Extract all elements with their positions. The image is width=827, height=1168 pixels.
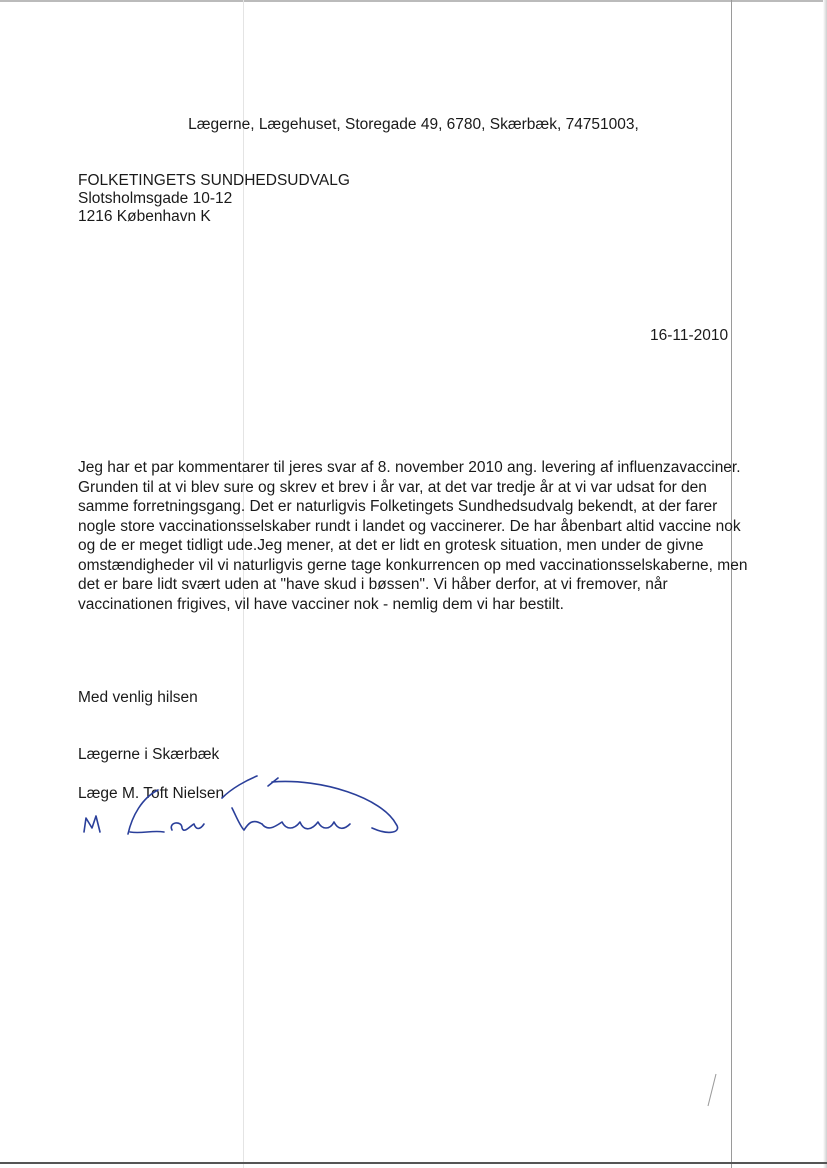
recipient-name: FOLKETINGETS SUNDHEDSUDVALG <box>78 172 350 189</box>
body-paragraph-1: Jeg har et par kommentarer til jeres svar af 8. november 2010 ang. levering af influenzavacciner. <box>78 459 741 476</box>
scan-edge-top <box>0 0 827 2</box>
handwritten-signature <box>72 768 412 848</box>
letter-date: 16-11-2010 <box>650 327 729 344</box>
doctor-name: Læge M. Toft Nielsen <box>78 785 225 802</box>
letter-body <box>78 458 758 614</box>
recipient-street: Slotsholmsgade 10-12 <box>78 190 233 207</box>
stray-pen-mark <box>700 1070 720 1110</box>
sender-address: Lægerne, Lægehuset, Storegade 49, 6780, Skærbæk, 74751003, <box>188 116 639 133</box>
body-paragraph-2: Grunden til at vi blev sure og skrev et brev i år var, at det var tredje år at vi var udsat for den samme forretningsgang. Det er naturligvis Folketingets Sundhedsudvalg bekendt, at der farer nogle store vaccinationsselskaber rundt i landet og vaccinerer. De har åbenbart altid vaccine nok og de er meget tidligt ude.Jeg mener, at det er lidt en grotesk situation, men under de givne omstændigheder vil vi naturligvis gerne tage konkurrencen op med vaccinationsselskaberne, men det er bare lidt svært uden at "have skud i bøssen". Vi håber derfor, at vi fremover, når vaccinationen frigives, vil have vacciner nok - nemlig dem vi har bestilt. <box>78 478 748 613</box>
recipient-address <box>78 172 350 226</box>
closing-greeting: Med venlig hilsen <box>78 689 198 706</box>
scan-edge-right <box>823 0 827 1168</box>
organization-name: Lægerne i Skærbæk <box>78 746 220 763</box>
recipient-city: 1216 København K <box>78 208 211 225</box>
scan-edge-bottom <box>0 1162 827 1164</box>
